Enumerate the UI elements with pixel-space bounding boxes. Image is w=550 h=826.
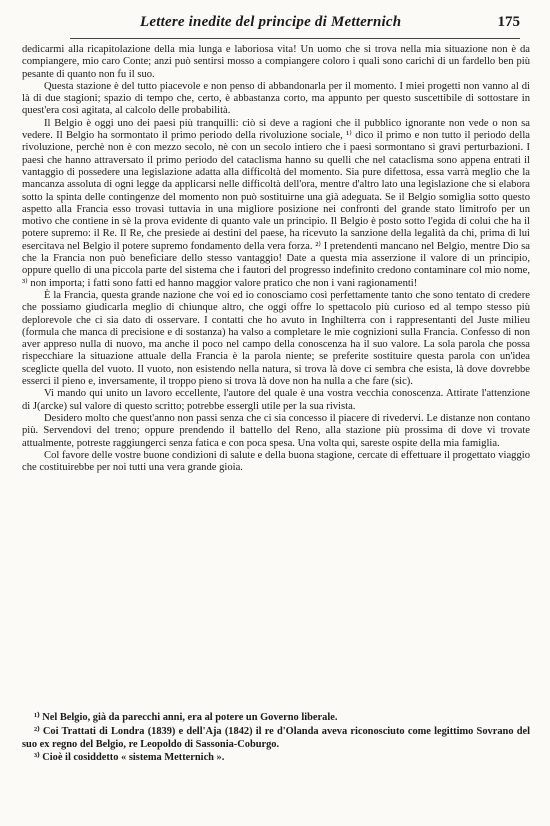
paragraph-3: Il Belgio è oggi uno dei paesi più tranquilli: ciò si deve a ragioni che il pubblico ignorante non vede o non sa vedere. Il Belgio ha sormontato il primo periodo della rivoluzione sociale, ¹⁾ dico il primo e non tutto il periodo della rivoluzione, perchè non è con mezzo secolo, nè con un secolo intiero che i paesi sormontano sì gravi perturbazioni. I paesi che hanno attraversato il primo periodo del cataclisma hanno su quelli che nel cataclisma sono appena entrati il vantaggio di possedere una legislazione adatta alla difficoltà del momento. Sia pure difettosa, essa varrà meglio che la mancanza assoluta di ogni legge da applicarsi nelle difficoltà dell'ora, mentre d'altro lato una legislazione che si elabora sotto la spinta delle contingenze del momento non può sostituirne una già adeguata. Se il Belgio somiglia sotto questo aspetto alla Francia esso trovasi tuttavia in una migliore posizione nei confronti del grande stato limitrofo per un motivo che contiene in sè la prova evidente di quanto vale un principio. Il Belgio è posto sotto l'egida di colui che ha il potere supremo: il Re. Il Re, che presiede ai destini del paese, ha ricevuto la sanzione della legalità da chi, prima di lui esercitava nel Belgio il potere supremo fondamento della vera forza. ²⁾ I pretendenti mancano nel Belgio, mentre Dio sa che la Francia non può beneficiare dello stesso vantaggio! Date a questa mia asserzione il valore di un principio, oppure quello di una piccola parte del sistema che i fautori del progresso indefinito credono contaminare col mio nome, ³⁾ non importa; i fatti sono fatti ed hanno maggior valore pratico che non i vani ragionamenti! [22,117,530,289]
footnote-1: ¹⁾ Nel Belgio, già da parecchi anni, era al potere un Governo liberale. [34,712,338,723]
footnote-2: ²⁾ Coi Trattati di Londra (1839) e dell'Aja (1842) il re d'Olanda aveva riconosciuto come legittimo Sovrano del suo ex regno del Belgio, re Leopoldo di Sassonia-Coburgo. [22,725,530,750]
page-number: 175 [497,14,520,30]
footnote-3: ³⁾ Cioè il cosiddetto « sistema Metternich ». [34,752,225,764]
paragraph-7: Col favore delle vostre buone condizioni di salute e della buona stagione, cercate di effettuare il progettato viaggio che costituirebbe per noi tutti una vera grande gioia. [22,449,530,474]
paragraph-6: Desidero molto che quest'anno non passi senza che ci sia concesso il piacere di rivedervi. Le distanze non contano più. Servendovi del treno; oppure prendendo il battello del Reno, alla stazione più prossima di dove vi trovate attualmente, potreste raggiungerci senza fatica e con poca spesa. Una volta qui, sareste ospite della mia famiglia. [22,412,530,449]
paragraph-1: dedicarmi alla ricapitolazione della mia lunga e laboriosa vita! Un uomo che si trova nella mia situazione non è da compiangere, mio caro Conte; anzi può sentirsi mosso a compiangere coloro i quali sono carichi di un fardello ben più pesante di quanto non fu il suo. [22,44,530,80]
paragraph-2: Questa stazione è del tutto piacevole e non penso di abbandonarla per il momento. I miei progetti non vanno al di là di due stagioni; spazio di tempo che, certo, è abbastanza corto, ma appunto per questo suscettibile di sottostare in quest'era così agitata, al calcolo delle probabilità. [22,80,530,117]
paragraph-4: È la Francia, questa grande nazione che voi ed io conosciamo così perfettamente tanto che sono tentato di credere che possiamo giudicarla meglio di chiunque altro, che oggi offre lo spettacolo più curioso ed al tempo stesso più deplorevole che ci sia dato di osservare. I contatti che ho avuto in Inghilterra con i rappresentanti del Juste milieu (formula che manca di precisione e di sostanza) ha valso a completare le mie cognizioni sulla Francia. Confesso di non aver appreso nulla di nuovo, ma anche il poco nel campo della conoscenza ha il suo valore. La sola parola che possa rispecchiare la situazione attuale della Francia è la parola niente; se preferite sostituire questa parola con un'idea sceglicte quella del vuoto. Il vuoto, non esistendo nella natura, si trova là dove ci sembra che esista, là dove dovrebbe esserci il pieno e, inversamente, il troppo pieno si trova là dove non ha nulla a che fare (sic). [22,289,530,388]
page-header [70,12,520,39]
letter-body [22,44,530,474]
running-head: Lettere inedite del principe di Metternich [140,14,402,30]
footnotes [22,712,530,766]
paragraph-5: Vi mando qui unito un lavoro eccellente, l'autore del quale è una vostra vecchia conoscenza. Attirate l'attenzione di J(arcke) sul valore di questo scritto; potrebbe essergli utile per la sua rivista. [22,388,530,412]
